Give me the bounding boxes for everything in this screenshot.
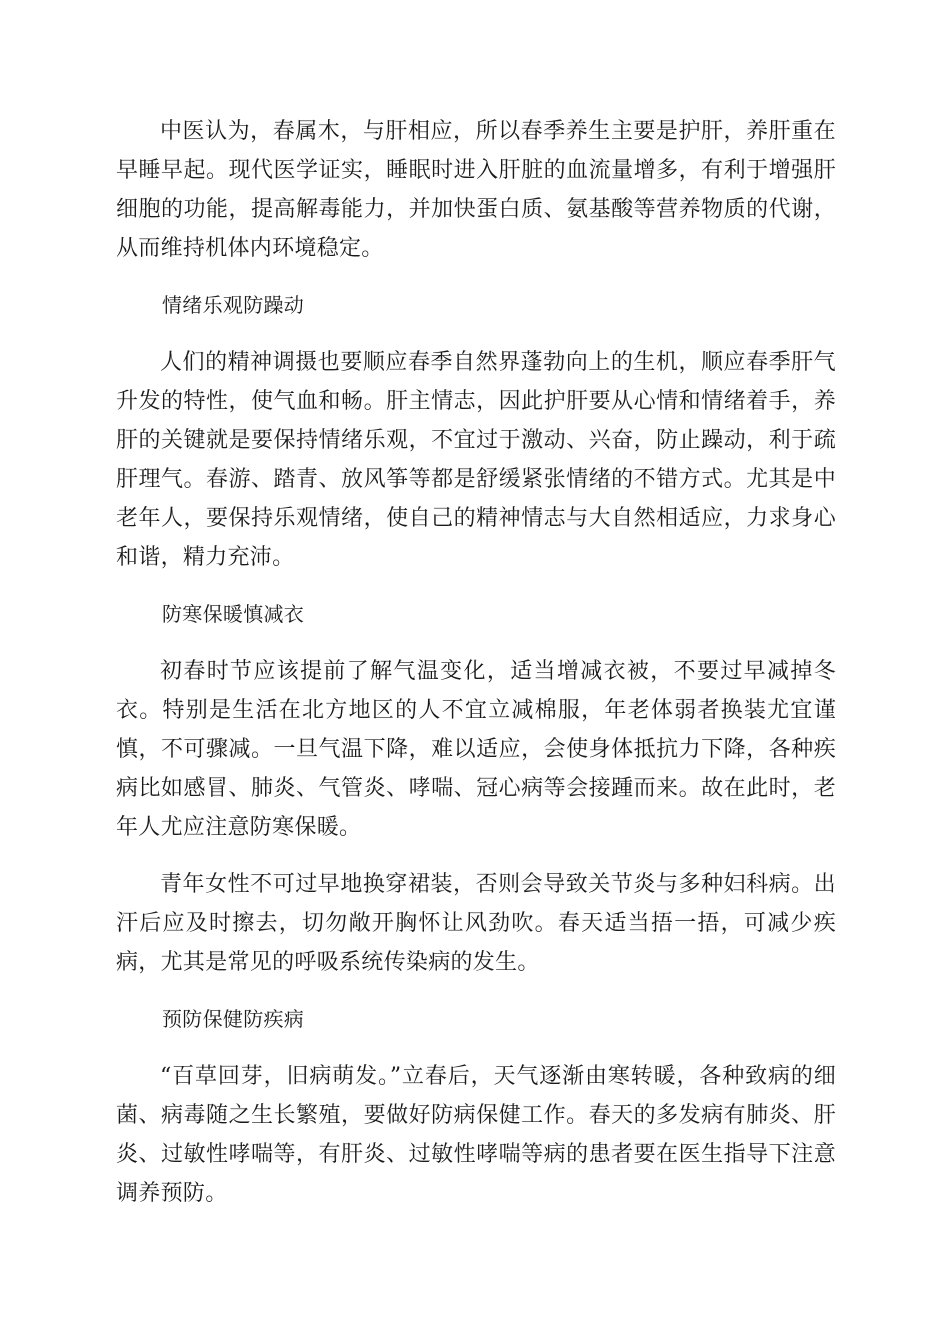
document-page xyxy=(116,0,836,1231)
paragraph-prevention: “百草回芽，旧病萌发。”立春后，天气逐渐由寒转暖，各种致病的细菌、病毒随之生长繁殖，要做好防病保健工作。春天的多发病有肺炎、肝炎、过敏性哮喘等，有肝炎、过敏性哮喘等病的患者要在医生指导下注意调养预防。 xyxy=(116,1064,836,1206)
heading-mood: 情绪乐观防躁动 xyxy=(162,293,305,317)
heading-warmth: 防寒保暖慎减衣 xyxy=(162,602,305,626)
paragraph-young-women: 青年女性不可过早地换穿裙装，否则会导致关节炎与多种妇科病。出汗后应及时擦去，切勿敞开胸怀让风劲吹。春天适当捂一捂，可减少疾病，尤其是常见的呼吸系统传染病的发生。 xyxy=(116,872,836,975)
heading-prevention: 预防保健防疾病 xyxy=(162,1007,305,1031)
paragraph-warmth: 初春时节应该提前了解气温变化，适当增减衣被，不要过早减掉冬衣。特别是生活在北方地区的人不宜立减棉服，年老体弱者换装尤宜谨慎，不可骤减。一旦气温下降，难以适应，会使身体抵抗力下降，各种疾病比如感冒、肺炎、气管炎、哮喘、冠心病等会接踵而来。故在此时，老年人尤应注意防寒保暖。 xyxy=(116,659,836,840)
paragraph-mood: 人们的精神调摄也要顺应春季自然界蓬勃向上的生机，顺应春季肝气升发的特性，使气血和畅。肝主情志，因此护肝要从心情和情绪着手，养肝的关键就是要保持情绪乐观，不宜过于激动、兴奋，防止躁动，利于疏肝理气。春游、踏青、放风筝等都是舒缓紧张情绪的不错方式。尤其是中老年人，要保持乐观情绪，使自己的精神情志与大自然相适应，力求身心和谐，精力充沛。 xyxy=(116,350,836,570)
paragraph-liver-care: 中医认为，春属木，与肝相应，所以春季养生主要是护肝，养肝重在早睡早起。现代医学证实，睡眠时进入肝脏的血流量增多，有利于增强肝细胞的功能，提高解毒能力，并加快蛋白质、氨基酸等营养物质的代谢，从而维持机体内环境稳定。 xyxy=(116,119,836,261)
